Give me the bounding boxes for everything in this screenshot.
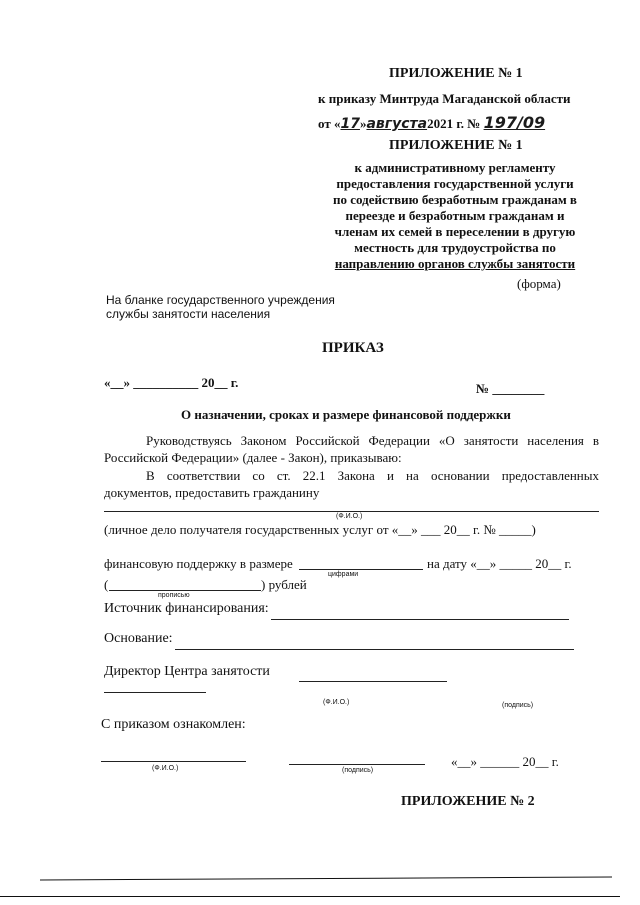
date-mid: » <box>359 116 367 131</box>
regulation-line: направлению органов службы занятости <box>334 256 576 271</box>
paragraph-2 <box>104 467 599 501</box>
order-date-line <box>318 113 545 132</box>
funding-source-line <box>271 619 569 620</box>
order-date-placeholder: «__» __________ 20__ г. <box>104 375 239 390</box>
paragraph-1 <box>104 432 599 466</box>
regulation-text <box>312 160 598 272</box>
handwritten-month: августа <box>366 116 428 132</box>
paragraph-2-line-2: документов, предоставить гражданину <box>104 485 320 500</box>
acq-sign-line <box>289 764 425 765</box>
basis-line <box>175 649 574 650</box>
amount-words-line <box>109 590 261 591</box>
order-subject: О назначении, сроках и размере финансовой поддержки <box>181 407 511 422</box>
order-reference: к приказу Минтруда Магаданской области <box>318 91 571 106</box>
regulation-line: местность для трудоустройства по <box>354 240 556 255</box>
amount-digits-line <box>299 569 423 570</box>
appendix-title-3: ПРИЛОЖЕНИЕ № 2 <box>401 794 535 809</box>
amount-on-date: на дату «__» _____ 20__ г. <box>427 556 572 571</box>
director-fio-line <box>299 681 447 682</box>
director-sign-caption: (подпись) <box>502 702 534 709</box>
digits-caption: цифрами <box>328 571 359 578</box>
acq-date: «__» ______ 20__ г. <box>451 754 559 769</box>
acquainted-label: С приказом ознакомлен: <box>101 717 246 732</box>
regulation-line: переезде и безработным гражданам и <box>345 208 565 223</box>
personal-file-line: (личное дело получателя государственных услуг от «__» ___ 20__ г. № _____) <box>104 522 536 537</box>
recipient-name-line <box>104 511 599 512</box>
regulation-line: предоставления государственной услуги <box>336 176 574 191</box>
funding-source-label: Источник финансирования: <box>104 601 269 616</box>
director-sign-line <box>104 692 206 693</box>
regulation-line: членам их семей в переселении в другую <box>334 224 576 239</box>
basis-label: Основание: <box>104 631 173 646</box>
paragraph-1-line-1: Руководствуясь Законом Российской Федерации «О занятости населения в <box>146 433 599 448</box>
order-title: ПРИКАЗ <box>322 340 384 356</box>
scan-edge-line <box>40 877 612 881</box>
letterhead-line-2: службы занятости населения <box>106 307 271 321</box>
acq-fio-caption: (Ф.И.О.) <box>152 765 179 772</box>
date-prefix: от « <box>318 116 341 131</box>
amount-words-open: ( <box>104 577 109 592</box>
recipient-fio-caption: (Ф.И.О.) <box>336 513 363 520</box>
regulation-line: по содействию безработным гражданам в <box>333 192 577 207</box>
acq-fio-line <box>101 761 246 762</box>
appendix-title-1: ПРИЛОЖЕНИЕ № 1 <box>389 66 523 81</box>
handwritten-day: 17 <box>340 116 360 132</box>
form-label: (форма) <box>517 276 561 291</box>
rubles-label: ) рублей <box>261 577 307 592</box>
paragraph-2-line-1: В соответствии со ст. 22.1 Закона и на основании предоставленных <box>146 468 599 483</box>
director-fio-caption: (Ф.И.О.) <box>323 699 350 706</box>
appendix-title-2: ПРИЛОЖЕНИЕ № 1 <box>389 138 523 153</box>
scan-edge-line-bottom <box>0 896 620 897</box>
paragraph-1-line-2: Российской Федерации» (далее - Закон), приказываю: <box>104 450 402 465</box>
director-label: Директор Центра занятости <box>104 664 270 679</box>
letterhead-line-1: На бланке государственного учреждения <box>106 293 335 307</box>
regulation-line: к административному регламенту <box>354 160 556 175</box>
order-number-placeholder: № ________ <box>476 381 545 396</box>
handwritten-number: 197/09 <box>483 113 546 132</box>
date-year: 2021 г. № <box>427 116 481 131</box>
words-caption: прописью <box>158 592 190 599</box>
acq-sign-caption: (подпись) <box>342 767 374 774</box>
support-amount-label: финансовую поддержку в размере <box>104 556 293 571</box>
